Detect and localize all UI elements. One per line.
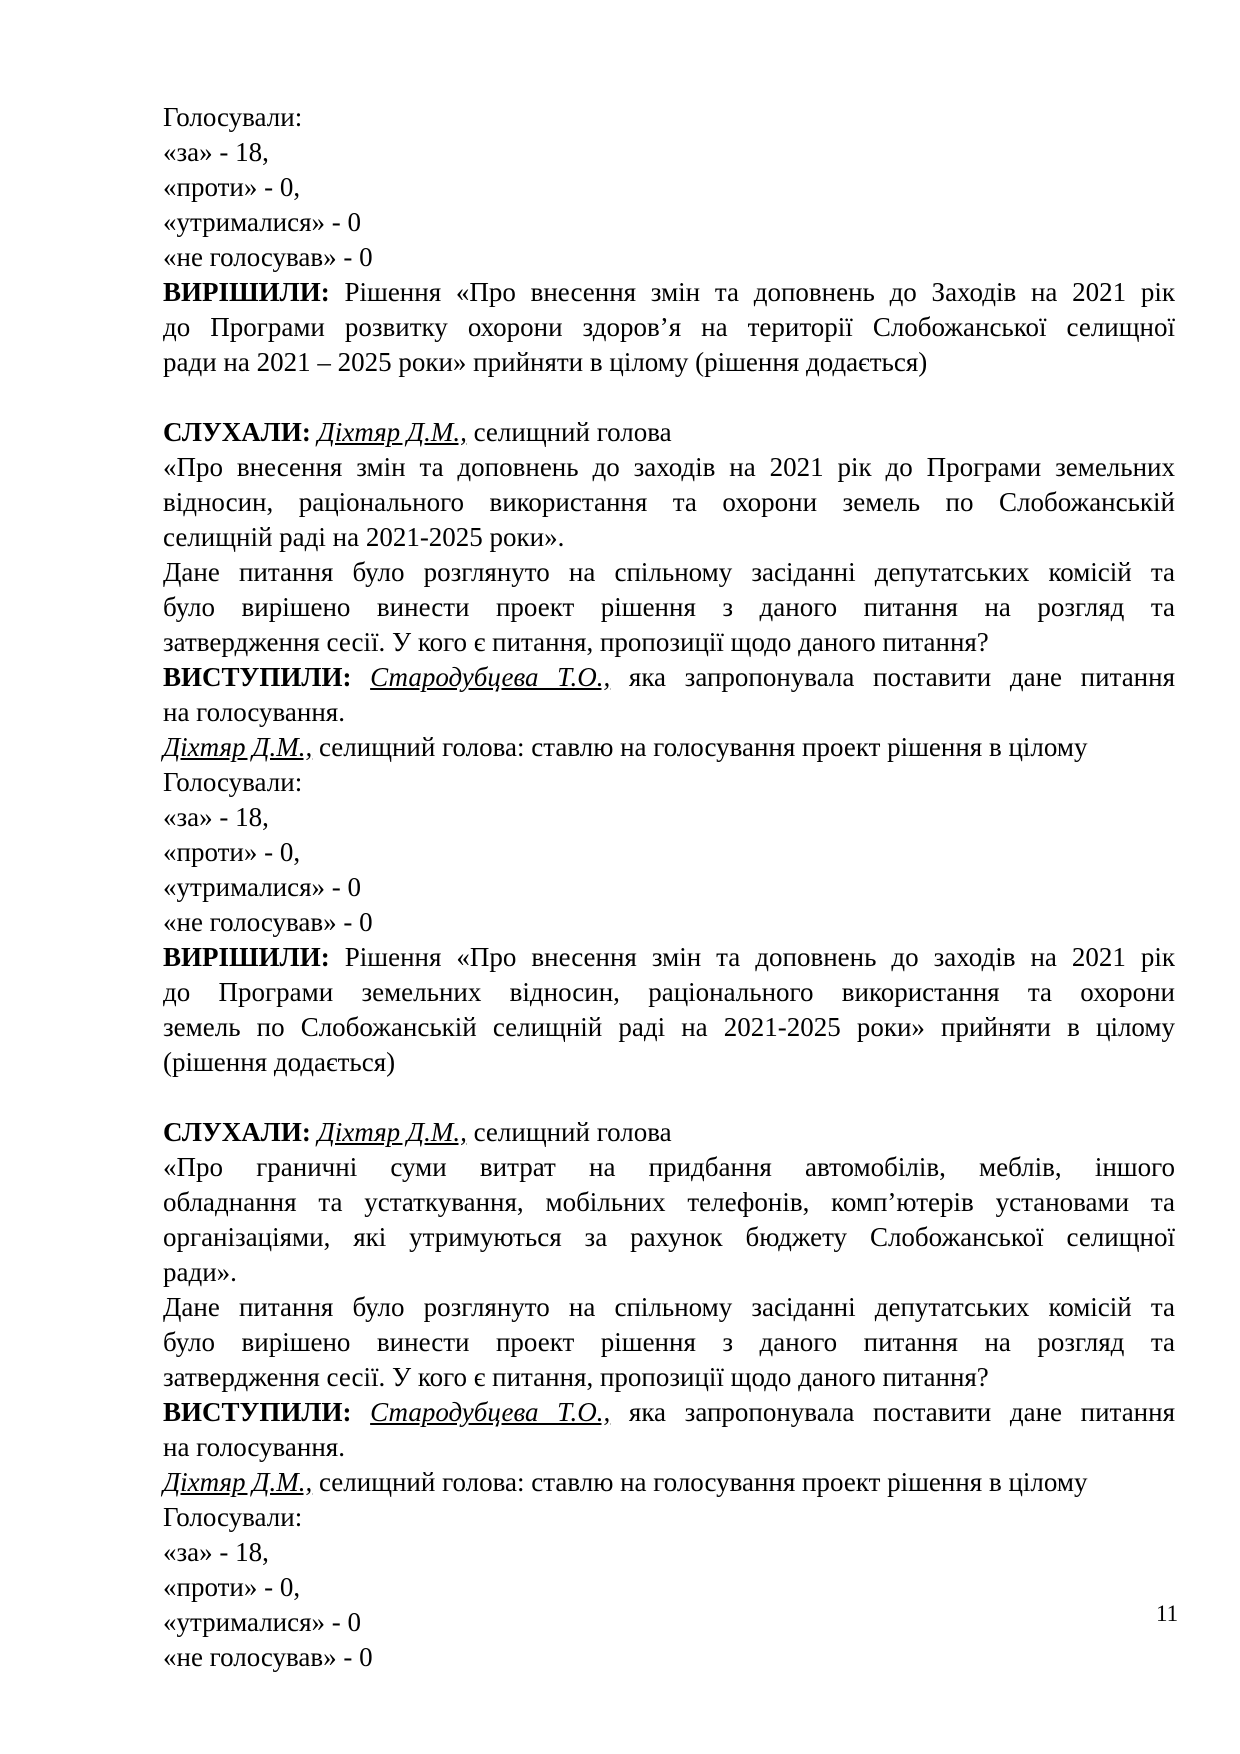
votes-heading: Голосували: (163, 767, 303, 797)
speaker-role: селищний голова (466, 417, 672, 447)
speaker-role: селищний голова (466, 1117, 672, 1147)
votes-against: «проти» - 0, (163, 837, 301, 867)
decided-label: ВИРІШИЛИ: (163, 942, 330, 972)
spoke-label: ВИСТУПИЛИ: (163, 1397, 352, 1427)
heard-line (163, 1115, 1175, 1150)
decision-line: ради на 2021 – 2025 роки» прийняти в цілому (рішення додається) (163, 347, 928, 377)
heard-line (163, 415, 1175, 450)
speaker-name: Стародубцева Т.О., (370, 1397, 611, 1427)
heard-label: СЛУХАЛИ: (163, 1117, 311, 1147)
paragraph-gap (163, 1080, 1175, 1115)
decision-paragraph (163, 275, 1175, 380)
votes-for: «за» - 18, (163, 802, 269, 832)
votes-heading: Голосували: (163, 1502, 303, 1532)
votes-for: «за» - 18, (163, 1537, 269, 1567)
discussion-paragraph (163, 555, 1175, 660)
decision-paragraph (163, 940, 1175, 1080)
spoke-line: ВИСТУПИЛИ: Стародубцева Т.О., яка запропонувала поставити дане питання (163, 662, 1175, 692)
spoke-line: ВИСТУПИЛИ: Стародубцева Т.О., яка запропонувала поставити дане питання (163, 1397, 1175, 1427)
votes-not-voted: «не голосував» - 0 (163, 242, 373, 272)
document-page (163, 100, 1175, 1675)
votes-abstained: «утрималися» - 0 (163, 872, 362, 902)
spoke-line-continued: на голосування. (163, 697, 345, 727)
topic-line: організаціями, які утримуються за рахунок бюджету Слобожанської селищної (163, 1222, 1175, 1252)
decision-line: ВИРІШИЛИ: Рішення «Про внесення змін та доповнень до заходів на 2021 рік (163, 942, 1175, 972)
spoke-line-continued: на голосування. (163, 1432, 345, 1462)
paragraph-gap (163, 380, 1175, 415)
votes-not-voted: «не голосував» - 0 (163, 1642, 373, 1672)
topic-line: обладнання та устаткування, мобільних телефонів, комп’ютерів установами та (163, 1187, 1175, 1217)
votes-heading: Голосували: (163, 102, 303, 132)
page-number: 11 (1156, 1601, 1179, 1626)
votes-for: «за» - 18, (163, 137, 269, 167)
discussion-line: затвердження сесії. У кого є питання, пропозиції щодо даного питання? (163, 627, 989, 657)
speaker-name: Діхтяр Д.М., (317, 1117, 467, 1147)
decision-line: до Програми земельних відносин, раціонального використання та охорони (163, 977, 1175, 1007)
votes-against: «проти» - 0, (163, 1572, 301, 1602)
topic-line: «Про внесення змін та доповнень до заходів на 2021 рік до Програми земельних (163, 452, 1175, 482)
topic-paragraph (163, 450, 1175, 555)
topic-paragraph (163, 1150, 1175, 1290)
discussion-line: було вирішено винести проект рішення з даного питання на розгляд та (163, 592, 1175, 622)
discussion-line: Дане питання було розглянуто на спільному засіданні депутатських комісій та (163, 1292, 1175, 1322)
topic-line: відносин, раціонального використання та охорони земель по Слобожанській (163, 487, 1175, 517)
chair-line: Діхтяр Д.М., селищний голова: ставлю на голосування проект рішення в цілому (163, 1467, 1088, 1497)
chair-line: Діхтяр Д.М., селищний голова: ставлю на голосування проект рішення в цілому (163, 732, 1088, 762)
topic-line: ради». (163, 1257, 237, 1287)
votes-abstained: «утрималися» - 0 (163, 1607, 362, 1637)
discussion-line: Дане питання було розглянуто на спільному засіданні депутатських комісій та (163, 557, 1175, 587)
discussion-paragraph (163, 1290, 1175, 1395)
topic-line: «Про граничні суми витрат на придбання автомобілів, меблів, іншого (163, 1152, 1175, 1182)
votes-against: «проти» - 0, (163, 172, 301, 202)
vote-results (163, 100, 1175, 275)
discussion-line: було вирішено винести проект рішення з даного питання на розгляд та (163, 1327, 1175, 1357)
votes-abstained: «утрималися» - 0 (163, 207, 362, 237)
speaker-name: Діхтяр Д.М., (163, 732, 313, 762)
heard-label: СЛУХАЛИ: (163, 417, 311, 447)
decision-line: (рішення додається) (163, 1047, 396, 1077)
decided-label: ВИРІШИЛИ: (163, 277, 330, 307)
spoke-label: ВИСТУПИЛИ: (163, 662, 352, 692)
discussion-line: затвердження сесії. У кого є питання, пропозиції щодо даного питання? (163, 1362, 989, 1392)
decision-line: до Програми розвитку охорони здоров’я на території Слобожанської селищної (163, 312, 1175, 342)
topic-line: селищній раді на 2021-2025 роки». (163, 522, 565, 552)
speaker-name: Діхтяр Д.М., (317, 417, 467, 447)
speaker-name: Діхтяр Д.М., (163, 1467, 313, 1497)
votes-not-voted: «не голосував» - 0 (163, 907, 373, 937)
speaker-name: Стародубцева Т.О., (370, 662, 611, 692)
decision-line: ВИРІШИЛИ: Рішення «Про внесення змін та доповнень до Заходів на 2021 рік (163, 277, 1175, 307)
decision-line: земель по Слобожанській селищній раді на 2021-2025 роки» прийняти в цілому (163, 1012, 1175, 1042)
vote-results (163, 1500, 1175, 1675)
vote-results (163, 765, 1175, 940)
